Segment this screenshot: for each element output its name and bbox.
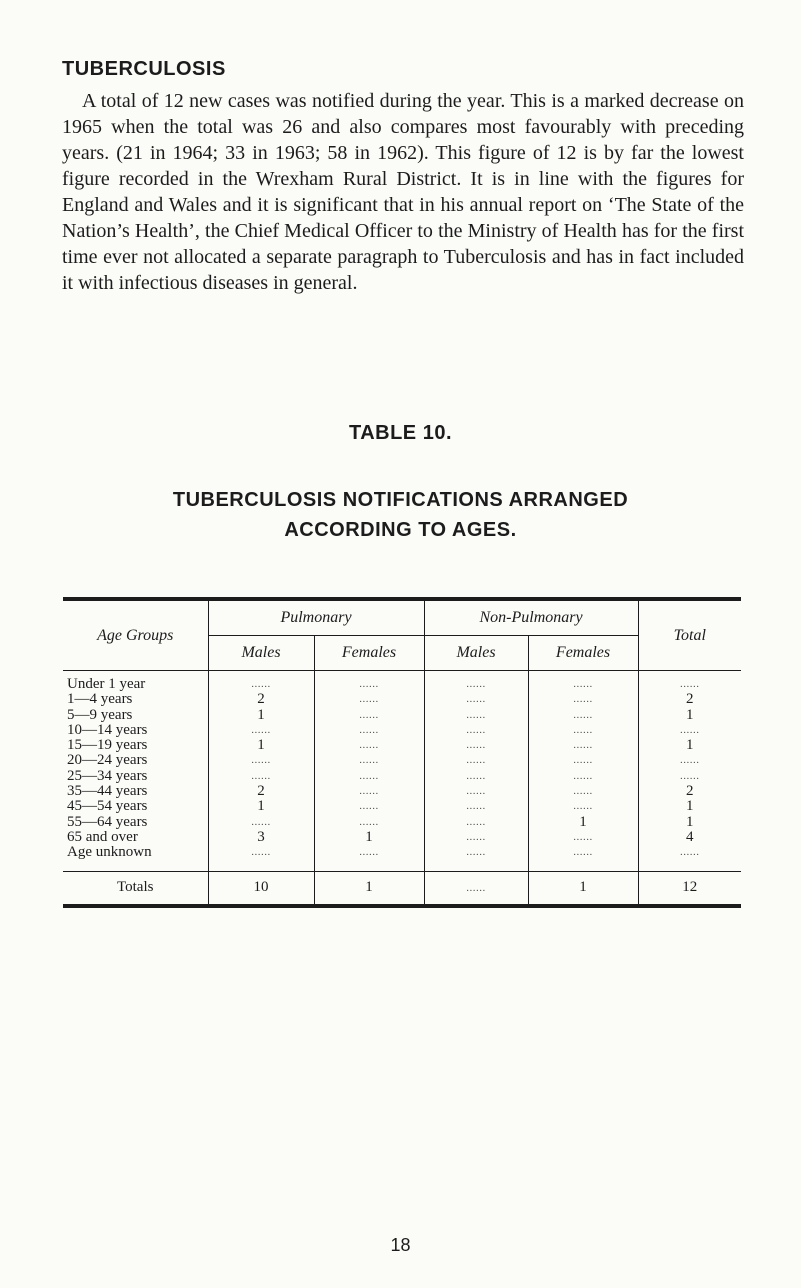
- header-non-pulmonary: Non-Pulmonary: [424, 599, 638, 636]
- cell-pulmonary-females: ......: [314, 692, 424, 707]
- section-heading: TUBERCULOSIS: [62, 58, 226, 80]
- table-row: [63, 708, 741, 723]
- cell-pulmonary-females: ......: [314, 799, 424, 814]
- cell-total: 4: [638, 830, 741, 845]
- cell-total: ......: [638, 753, 741, 768]
- cell-pulmonary-females: ......: [314, 723, 424, 738]
- cell-non-pulmonary-females: ......: [528, 671, 638, 693]
- age-group-label: 55—64 years: [67, 813, 148, 830]
- cell-non-pulmonary-males: ......: [424, 830, 528, 845]
- cell-total: ......: [638, 671, 741, 693]
- header-non-pulmonary-females: Females: [528, 636, 638, 671]
- cell-non-pulmonary-females: ......: [528, 753, 638, 768]
- table-row: [63, 671, 741, 693]
- cell-pulmonary-males: ......: [208, 753, 314, 768]
- cell-pulmonary-males: ......: [208, 815, 314, 830]
- age-group-label: 15—19 years: [67, 737, 148, 754]
- cell-non-pulmonary-males: ......: [424, 708, 528, 723]
- cell-pulmonary-males: ......: [208, 769, 314, 784]
- cell-pulmonary-females: ......: [314, 738, 424, 753]
- cell-non-pulmonary-females: ......: [528, 769, 638, 784]
- cell-total: 1: [638, 799, 741, 814]
- page-number: 18: [390, 1235, 411, 1255]
- cell-pulmonary-females: ......: [314, 769, 424, 784]
- totals-label: Totals: [63, 871, 208, 906]
- cell-pulmonary-females: ......: [314, 784, 424, 799]
- table-row: [63, 753, 741, 768]
- age-group-label: 35—44 years: [67, 783, 148, 800]
- cell-pulmonary-males: ......: [208, 845, 314, 860]
- tuberculosis-age-table: [63, 597, 741, 908]
- cell-non-pulmonary-males: ......: [424, 815, 528, 830]
- table-row: [63, 799, 741, 814]
- cell-pulmonary-females: 1: [314, 830, 424, 845]
- cell-non-pulmonary-females: ......: [528, 784, 638, 799]
- cell-non-pulmonary-males: ......: [424, 769, 528, 784]
- cell-non-pulmonary-females: ......: [528, 845, 638, 860]
- age-group-label: 25—34 years: [67, 767, 148, 784]
- totals-non-pulmonary-males: ......: [424, 871, 528, 906]
- cell-pulmonary-males: 1: [208, 738, 314, 753]
- header-total: Total: [638, 599, 741, 671]
- cell-total: ......: [638, 769, 741, 784]
- cell-non-pulmonary-females: ......: [528, 708, 638, 723]
- cell-pulmonary-males: ......: [208, 723, 314, 738]
- age-group-label: Under 1 year: [67, 676, 146, 692]
- table-number: TABLE 10.: [348, 422, 453, 444]
- cell-pulmonary-females: ......: [314, 671, 424, 693]
- cell-non-pulmonary-females: ......: [528, 738, 638, 753]
- header-age-groups: Age Groups: [63, 599, 208, 671]
- cell-non-pulmonary-males: ......: [424, 845, 528, 860]
- cell-total: 1: [638, 708, 741, 723]
- cell-total: ......: [638, 845, 741, 860]
- table-row: [63, 769, 741, 784]
- age-group-label: 65 and over: [67, 828, 138, 845]
- header-pulmonary-males: Males: [208, 636, 314, 671]
- table-row: [63, 723, 741, 738]
- age-group-label: 1—4 years: [67, 691, 133, 708]
- cell-non-pulmonary-males: ......: [424, 784, 528, 799]
- cell-total: 2: [638, 784, 741, 799]
- cell-non-pulmonary-females: ......: [528, 830, 638, 845]
- age-group-label: 45—54 years: [67, 798, 148, 815]
- totals-pulmonary-females: 1: [314, 871, 424, 906]
- table-row: [63, 815, 741, 830]
- cell-non-pulmonary-males: ......: [424, 753, 528, 768]
- age-group-label: 10—14 years: [67, 721, 148, 738]
- cell-non-pulmonary-females: ......: [528, 692, 638, 707]
- age-group-label: 5—9 years: [67, 706, 133, 723]
- cell-total: 1: [638, 815, 741, 830]
- cell-pulmonary-females: ......: [314, 753, 424, 768]
- cell-pulmonary-males: 2: [208, 784, 314, 799]
- cell-non-pulmonary-males: ......: [424, 692, 528, 707]
- totals-pulmonary-males: 10: [208, 871, 314, 906]
- cell-total: 1: [638, 738, 741, 753]
- cell-non-pulmonary-females: ......: [528, 799, 638, 814]
- totals-total: 12: [638, 871, 741, 906]
- table-caption-line-1: TUBERCULOSIS NOTIFICATIONS ARRANGED: [172, 489, 629, 511]
- totals-row: [63, 871, 741, 906]
- header-non-pulmonary-males: Males: [424, 636, 528, 671]
- cell-non-pulmonary-males: ......: [424, 671, 528, 693]
- cell-non-pulmonary-males: ......: [424, 799, 528, 814]
- header-pulmonary-females: Females: [314, 636, 424, 671]
- age-group-label: 20—24 years: [67, 752, 148, 769]
- cell-pulmonary-males: ......: [208, 671, 314, 693]
- cell-pulmonary-males: 1: [208, 799, 314, 814]
- cell-pulmonary-males: 3: [208, 830, 314, 845]
- table-caption-line-2: ACCORDING TO AGES.: [284, 519, 517, 541]
- cell-non-pulmonary-males: ......: [424, 738, 528, 753]
- cell-pulmonary-females: ......: [314, 845, 424, 860]
- cell-pulmonary-males: 1: [208, 708, 314, 723]
- table-spacer-row: [63, 861, 741, 872]
- cell-total: 2: [638, 692, 741, 707]
- cell-pulmonary-males: 2: [208, 692, 314, 707]
- cell-pulmonary-females: ......: [314, 815, 424, 830]
- cell-total: ......: [638, 723, 741, 738]
- table-row: [63, 692, 741, 707]
- cell-non-pulmonary-females: 1: [528, 815, 638, 830]
- table-row: [63, 845, 741, 860]
- cell-non-pulmonary-males: ......: [424, 723, 528, 738]
- header-pulmonary: Pulmonary: [208, 599, 424, 636]
- cell-pulmonary-females: ......: [314, 708, 424, 723]
- table-row: [63, 784, 741, 799]
- totals-non-pulmonary-females: 1: [528, 871, 638, 906]
- age-group-label: Age unknown: [67, 844, 152, 861]
- cell-non-pulmonary-females: ......: [528, 723, 638, 738]
- table-body: [63, 671, 741, 872]
- table-row: [63, 830, 741, 845]
- table-row: [63, 738, 741, 753]
- body-paragraph: A total of 12 new cases was notified during the year. This is a marked decrease on 1965 when the total was 26 and also compares most favourably with preceding years. (21 in 1964; 33 in 1963; 58 in 1962). This figure of 12 is by far the lowest figure recorded in the Wrexham Rural District. It is in line with the figures for England and Wales and it is significant that in his annual report on ‘The State of the Nation’s Health’, the Chief Medical Officer to the Ministry of Health has for the first time ever not allocated a separate paragraph to Tuberculosis and has in fact included it with infectious diseases in general.: [62, 90, 744, 294]
